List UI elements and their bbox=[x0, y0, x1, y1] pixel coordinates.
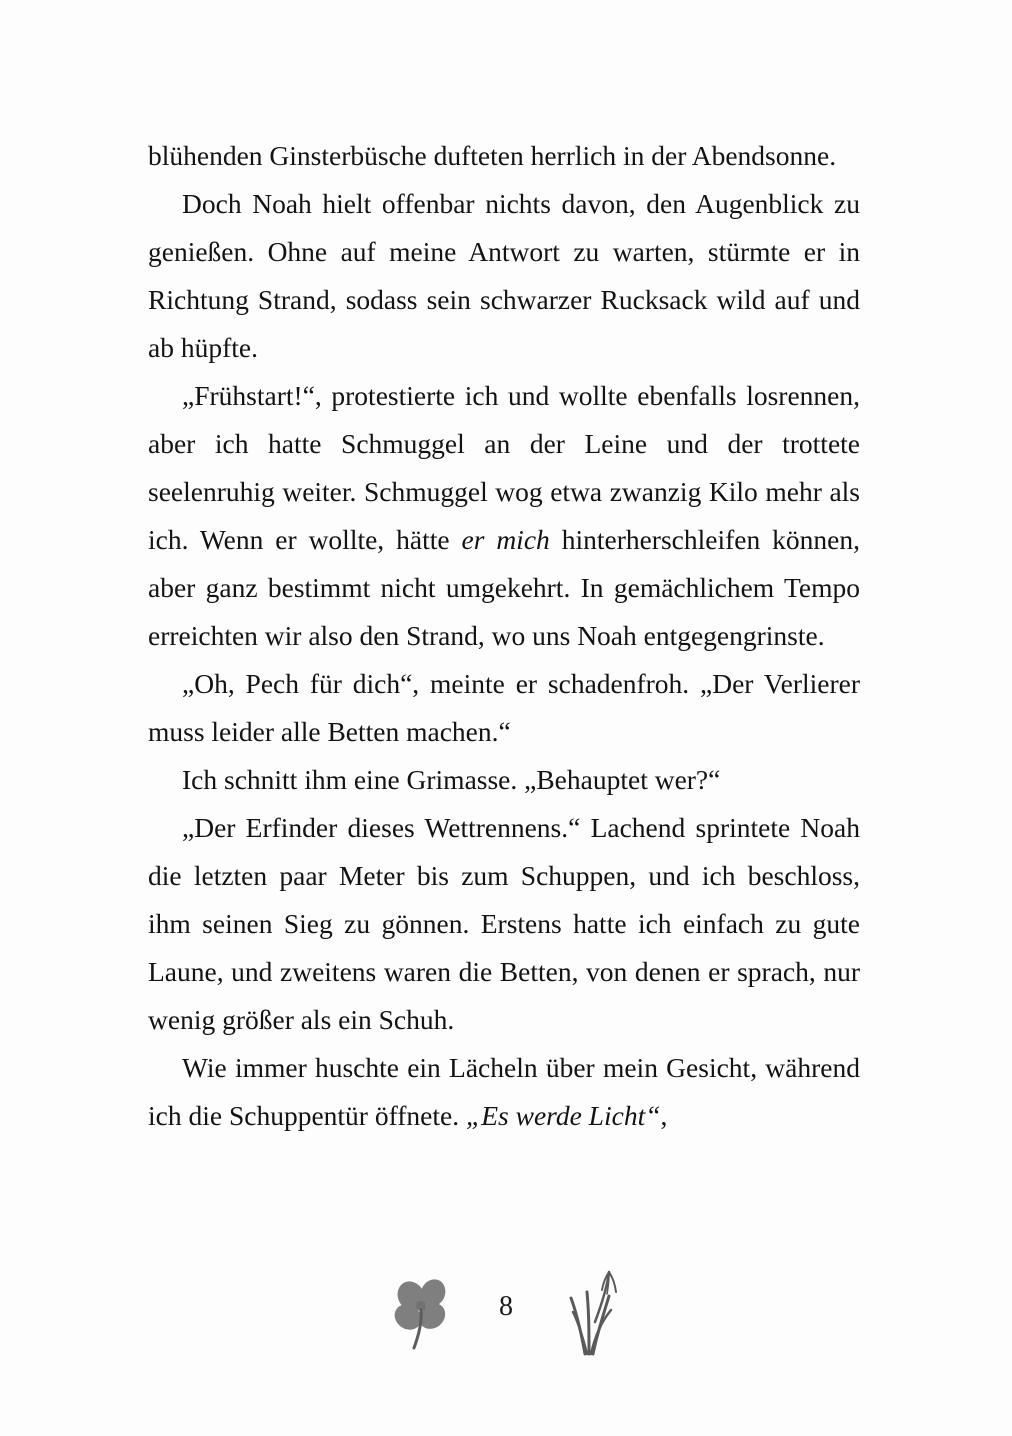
page-number: 8 bbox=[499, 1291, 513, 1322]
paragraph bbox=[148, 660, 860, 756]
page-footer bbox=[0, 1255, 1012, 1365]
text-run: hinterherschleifen können, aber ganz bestimmt nicht umgekehrt. In gemächlichem Tempo erreichten wir also den Strand, wo uns Noah entgegengrinste. bbox=[148, 524, 860, 651]
paragraph bbox=[148, 756, 860, 804]
text-run: Doch Noah hielt offenbar nichts davon, den Augenblick zu genießen. Ohne auf meine Antwort zu warten, stürmte er in Richtung Strand, sodass sein schwarzer Rucksack wild auf und ab hüpfte. bbox=[148, 188, 860, 363]
four-leaf-clover-icon bbox=[383, 1262, 461, 1358]
page-body-text bbox=[148, 132, 860, 1140]
text-run: „Frühstart!“, protestierte ich und wollte ebenfalls losrennen, aber ich hatte Schmuggel an der Leine und der trottete seelenruhig weiter. Schmuggel wog etwa zwanzig Kilo mehr als ich. Wenn er wollte, hätte bbox=[148, 380, 860, 555]
text-run: Ich schnitt ihm eine Grimasse. „Behauptet wer?“ bbox=[182, 764, 721, 795]
paragraph bbox=[148, 132, 860, 180]
emphasis-text: er mich bbox=[461, 524, 550, 555]
paragraph bbox=[148, 804, 860, 1044]
text-run: Wie immer huschte ein Lächeln über mein Gesicht, während ich die Schuppentür öffnete. bbox=[148, 1052, 860, 1131]
paragraph bbox=[148, 1044, 860, 1140]
text-run: blühenden Ginsterbüsche dufteten herrlich in der Abendsonne. bbox=[148, 140, 837, 171]
text-run: „Der Erfinder dieses Wettrennens.“ Lachend sprintete Noah die letzten paar Meter bis zum Schuppen, und ich beschloss, ihm seinen Sieg zu gönnen. Erstens hatte ich einfach zu gute Laune, und zweitens waren die Betten, von denen er sprach, nur wenig größer als ein Schuh. bbox=[148, 812, 860, 1035]
paragraph bbox=[148, 180, 860, 372]
beach-grass-icon bbox=[551, 1262, 629, 1358]
text-run: „Oh, Pech für dich“, meinte er schadenfroh. „Der Verlierer muss leider alle Betten machen.“ bbox=[148, 668, 860, 747]
text-run: , bbox=[660, 1100, 668, 1131]
emphasis-text: „Es werde Licht“ bbox=[465, 1100, 661, 1131]
paragraph bbox=[148, 372, 860, 660]
